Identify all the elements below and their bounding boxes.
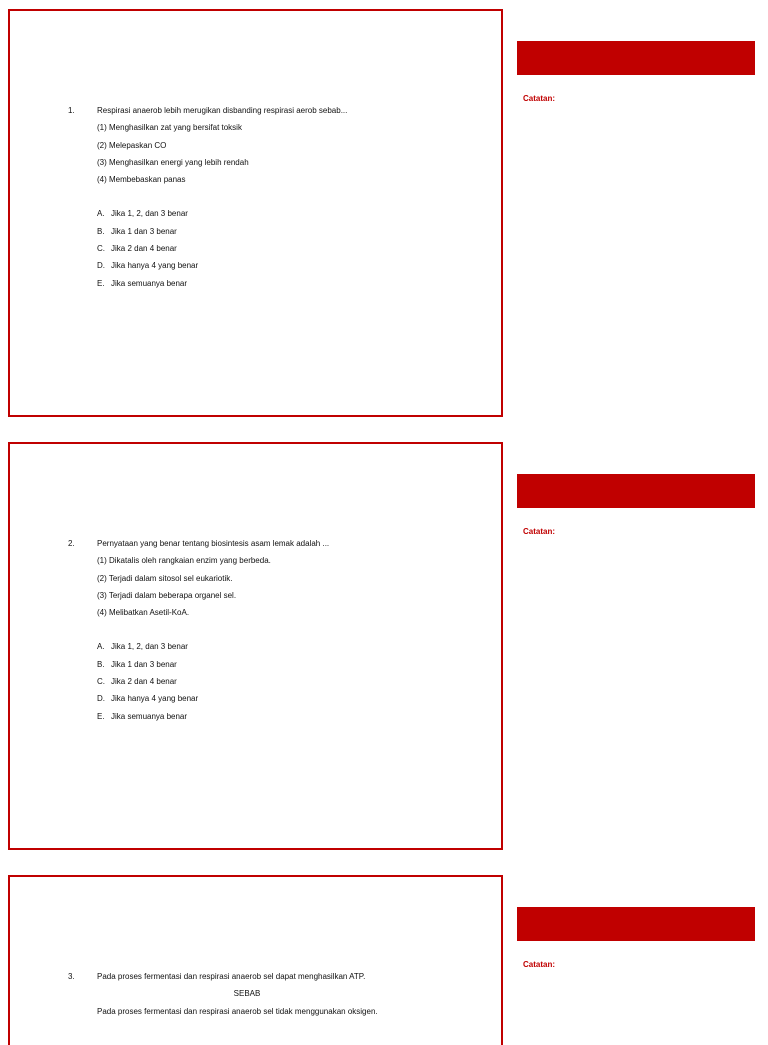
statement-4: (4) Melibatkan Asetil-KoA. <box>97 608 190 618</box>
question-stem: Pernyataan yang benar tentang biosintesis asam lemak adalah ... <box>97 539 330 548</box>
option-text: Jika 1 dan 3 benar <box>111 226 177 236</box>
statement-1: (1) Menghasilkan zat yang bersifat toksik <box>97 123 242 133</box>
question-slide-2 <box>8 442 503 850</box>
option-b <box>68 223 347 240</box>
option-e <box>68 708 329 725</box>
option-text: Jika 2 dan 4 benar <box>111 244 177 254</box>
notes-label-2: Catatan: <box>523 527 556 536</box>
question-1 <box>68 102 347 292</box>
statement-2: (2) Melepaskan CO <box>97 140 167 150</box>
notes-header-bar-3 <box>517 907 755 941</box>
statement-4: (4) Membebaskan panas <box>97 175 186 185</box>
option-text: Jika 1, 2, dan 3 benar <box>111 209 188 219</box>
option-letter: E. <box>97 711 105 721</box>
question-reason: Pada proses fermentasi dan respirasi anaerob sel tidak menggunakan oksigen. <box>97 1006 378 1016</box>
option-c <box>68 673 329 690</box>
question-stem: Respirasi anaerob lebih merugikan disbanding respirasi aerob sebab... <box>97 106 348 115</box>
notes-header-bar-2 <box>517 474 755 508</box>
option-text: Jika hanya 4 yang benar <box>111 261 199 271</box>
option-text: Jika 1, 2, dan 3 benar <box>111 642 188 652</box>
question-number: 1. <box>68 106 75 115</box>
statement-3: (3) Menghasilkan energi yang lebih rendah <box>97 157 249 167</box>
option-a <box>68 205 347 222</box>
option-a <box>68 638 329 655</box>
option-letter: A. <box>97 642 105 652</box>
option-letter: E. <box>97 278 105 288</box>
question-number: 3. <box>68 972 75 981</box>
question-slide-1 <box>8 9 503 417</box>
option-b <box>68 656 329 673</box>
option-letter: B. <box>97 226 105 236</box>
question-3 <box>68 968 397 1020</box>
question-slide-3 <box>8 875 503 1045</box>
option-text: Jika semuanya benar <box>111 711 188 721</box>
question-2 <box>68 535 329 725</box>
option-text: Jika semuanya benar <box>111 278 188 288</box>
question-stem: Pada proses fermentasi dan respirasi anaerob sel dapat menghasilkan ATP. <box>97 972 366 981</box>
option-letter: D. <box>97 261 105 271</box>
notes-label-1: Catatan: <box>523 94 556 103</box>
notes-header-bar-1 <box>517 41 755 75</box>
option-letter: A. <box>97 209 105 219</box>
question-connector: SEBAB <box>233 989 261 999</box>
option-text: Jika hanya 4 yang benar <box>111 694 199 704</box>
statement-1: (1) Dikatalis oleh rangkaian enzim yang berbeda. <box>97 556 271 566</box>
option-letter: C. <box>97 677 105 687</box>
option-d <box>68 690 329 707</box>
option-d <box>68 257 347 274</box>
option-letter: D. <box>97 694 105 704</box>
option-e <box>68 275 347 292</box>
option-letter: B. <box>97 659 105 669</box>
question-number: 2. <box>68 539 75 548</box>
option-text: Jika 2 dan 4 benar <box>111 677 177 687</box>
option-c <box>68 240 347 257</box>
statement-2: (2) Terjadi dalam sitosol sel eukariotik. <box>97 573 233 583</box>
option-letter: C. <box>97 244 105 254</box>
statement-3: (3) Terjadi dalam beberapa organel sel. <box>97 590 237 600</box>
option-text: Jika 1 dan 3 benar <box>111 659 177 669</box>
notes-label-3: Catatan: <box>523 960 556 969</box>
